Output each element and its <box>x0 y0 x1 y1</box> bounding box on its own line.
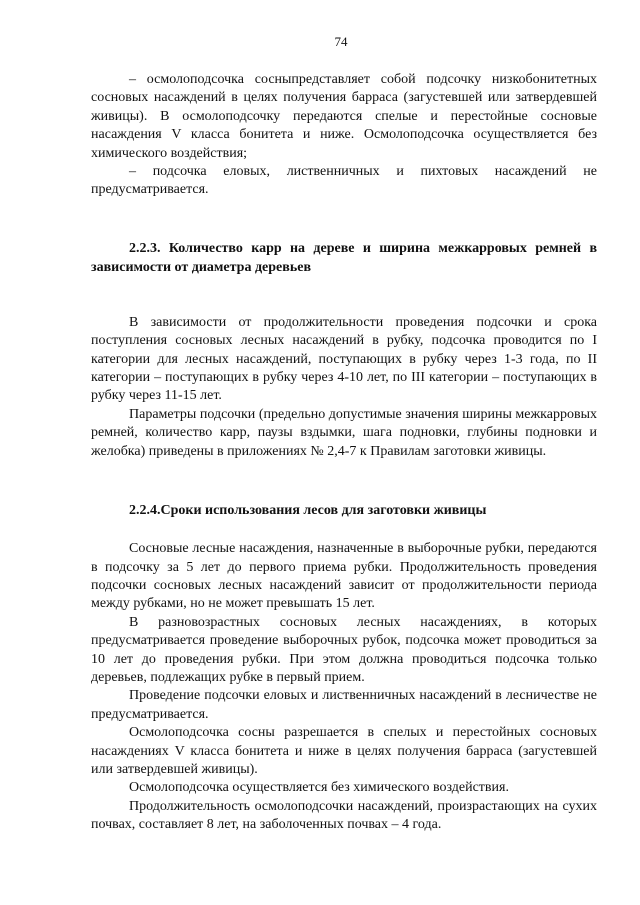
paragraph: В разновозрастных сосновых лесных насаждениях, в которых предусматривается проведение выборочных рубок, подсочка может проводиться за 10 лет до проведения рубки. При этом должна проводиться подсочка только деревьев, подлежащих рубке в первый прием. <box>91 614 597 685</box>
section-2-2-3-body <box>91 314 597 461</box>
paragraph: Продолжительность осмолоподсочки насаждений, произрастающих на сухих почвах, составляет 8 лет, на заболоченных почвах – 4 года. <box>91 798 597 833</box>
page-number: 74 <box>334 34 348 49</box>
paragraph: Сосновые лесные насаждения, назначенные в выборочные рубки, передаются в подсочку за 5 лет до первого приема рубки. Продолжительность проведения подсочки сосновых лесных насаждений зависит от продолжительности периода между рубками, но не может превышать 15 лет. <box>91 541 597 612</box>
paragraph: В зависимости от продолжительности проведения подсочки и срока поступления сосновых лесных насаждений в рубку, подсочка проводится по I категории для лесных насаждений, поступающих в рубку через 1-3 года, по II категории – поступающих в рубку через 4-10 лет, по III категории – поступающих в рубку через 11-15 лет. <box>91 314 597 404</box>
document-page <box>91 34 597 835</box>
paragraph: Проведение подсочки еловых и лиственничных насаждений в лесничестве не предусматривается. <box>91 688 597 722</box>
section-heading-2-2-4: 2.2.4.Сроки использования лесов для заготовки живицы <box>129 503 487 519</box>
section-heading-2-2-3: 2.2.3. Количество карр на дереве и ширина межкарровых ремней в зависимости от диаметра деревьев <box>91 240 597 275</box>
paragraph: Осмолоподсочка сосны разрешается в спелых и перестойных сосновых насаждениях V класса бонитета и ниже в целях получения барраса (загустевшей или затвердевшей живицы). <box>91 725 597 777</box>
section-2-2-4-body <box>91 540 597 835</box>
section-continued <box>91 71 597 200</box>
paragraph: Параметры подсочки (предельно допустимые значения ширины межкарровых ремней, количество карр, паузы вздымки, шага подновки, глубины подновки и желобка) приведены в приложениях № 2,4-7 к Правилам заготовки живицы. <box>91 406 597 459</box>
paragraph: Осмолоподсочка осуществляется без химического воздействия. <box>129 780 509 796</box>
paragraph: – осмолоподсочка сосныпредставляет собой подсочку низкобонитетных сосновых насаждений в целях получения барраса (загустевшей или затвердевшей живицы). В осмолоподсочку передаются спелые и перестойные сосновые насаждения V класса бонитета и ниже. Осмолоподсочка осуществляется без химического воздействия; <box>91 72 597 161</box>
paragraph: – подсочка еловых, лиственничных и пихтовых насаждений не предусматривается. <box>91 164 597 198</box>
